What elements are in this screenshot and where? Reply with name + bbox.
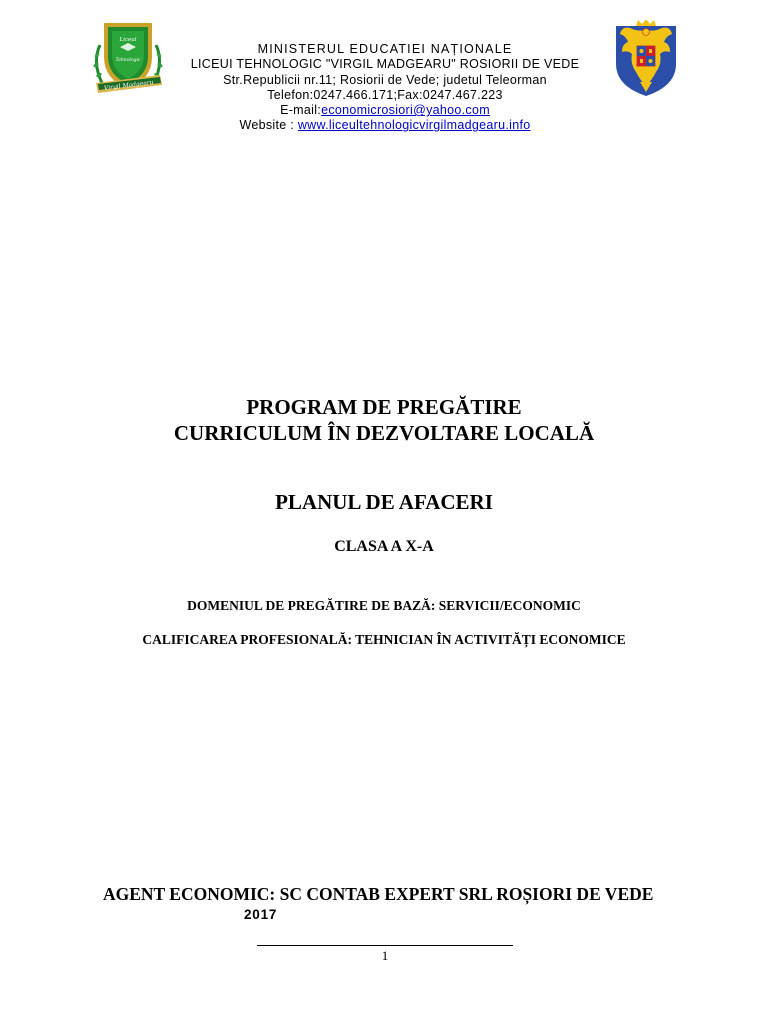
page-number: 1 <box>381 948 389 963</box>
plan-title: PLANUL DE AFACERI <box>275 490 493 514</box>
footer-divider <box>257 945 513 946</box>
training-domain: DOMENIUL DE PREGĂTIRE DE BAZĂ: SERVICII/ECONOMIC <box>187 598 581 613</box>
website-link[interactable]: www.liceultehnologicvirgilmadgearu.info <box>297 118 531 133</box>
title-line-2: CURRICULUM ÎN DEZVOLTARE LOCALĂ <box>173 421 595 445</box>
email-line <box>170 103 600 118</box>
document-title <box>0 394 768 446</box>
website-line <box>170 118 600 133</box>
email-label: E-mail: <box>280 103 322 118</box>
logo-text-top: Liceul <box>119 37 137 43</box>
school-shield-logo-icon <box>90 17 166 97</box>
school-header <box>170 42 600 134</box>
website-label: Website : <box>239 118 298 133</box>
document-year: 2017 <box>244 907 278 922</box>
svg-text:Virgil Madgearu: Virgil Madgearu <box>103 78 154 93</box>
professional-qualification: CALIFICAREA PROFESIONALĂ: TEHNICIAN ÎN ACTIVITĂȚI ECONOMICE <box>142 632 626 647</box>
class-label: CLASA A X-A <box>334 538 434 555</box>
school-address: Str.Republicii nr.11; Rosiorii de Vede; judetul Teleorman <box>223 72 547 87</box>
email-link[interactable]: economicrosiori@yahoo.com <box>321 103 490 118</box>
svg-text:Tehnologic: Tehnologic <box>115 58 141 63</box>
romania-coat-of-arms-icon <box>608 20 684 98</box>
school-name: LICEUI TEHNOLOGIC "VIRGIL MADGEARU" ROSIORII DE VEDE <box>190 57 580 72</box>
ministry-name: MINISTERUL EDUCATIEI NAȚIONALE <box>257 42 513 56</box>
economic-agent: AGENT ECONOMIC: SC CONTAB EXPERT SRL ROȘIORI DE VEDE <box>103 884 654 904</box>
title-line-1: PROGRAM DE PREGĂTIRE <box>246 395 522 419</box>
school-phone: Telefon:0247.466.171;Fax:0247.467.223 <box>267 87 503 102</box>
